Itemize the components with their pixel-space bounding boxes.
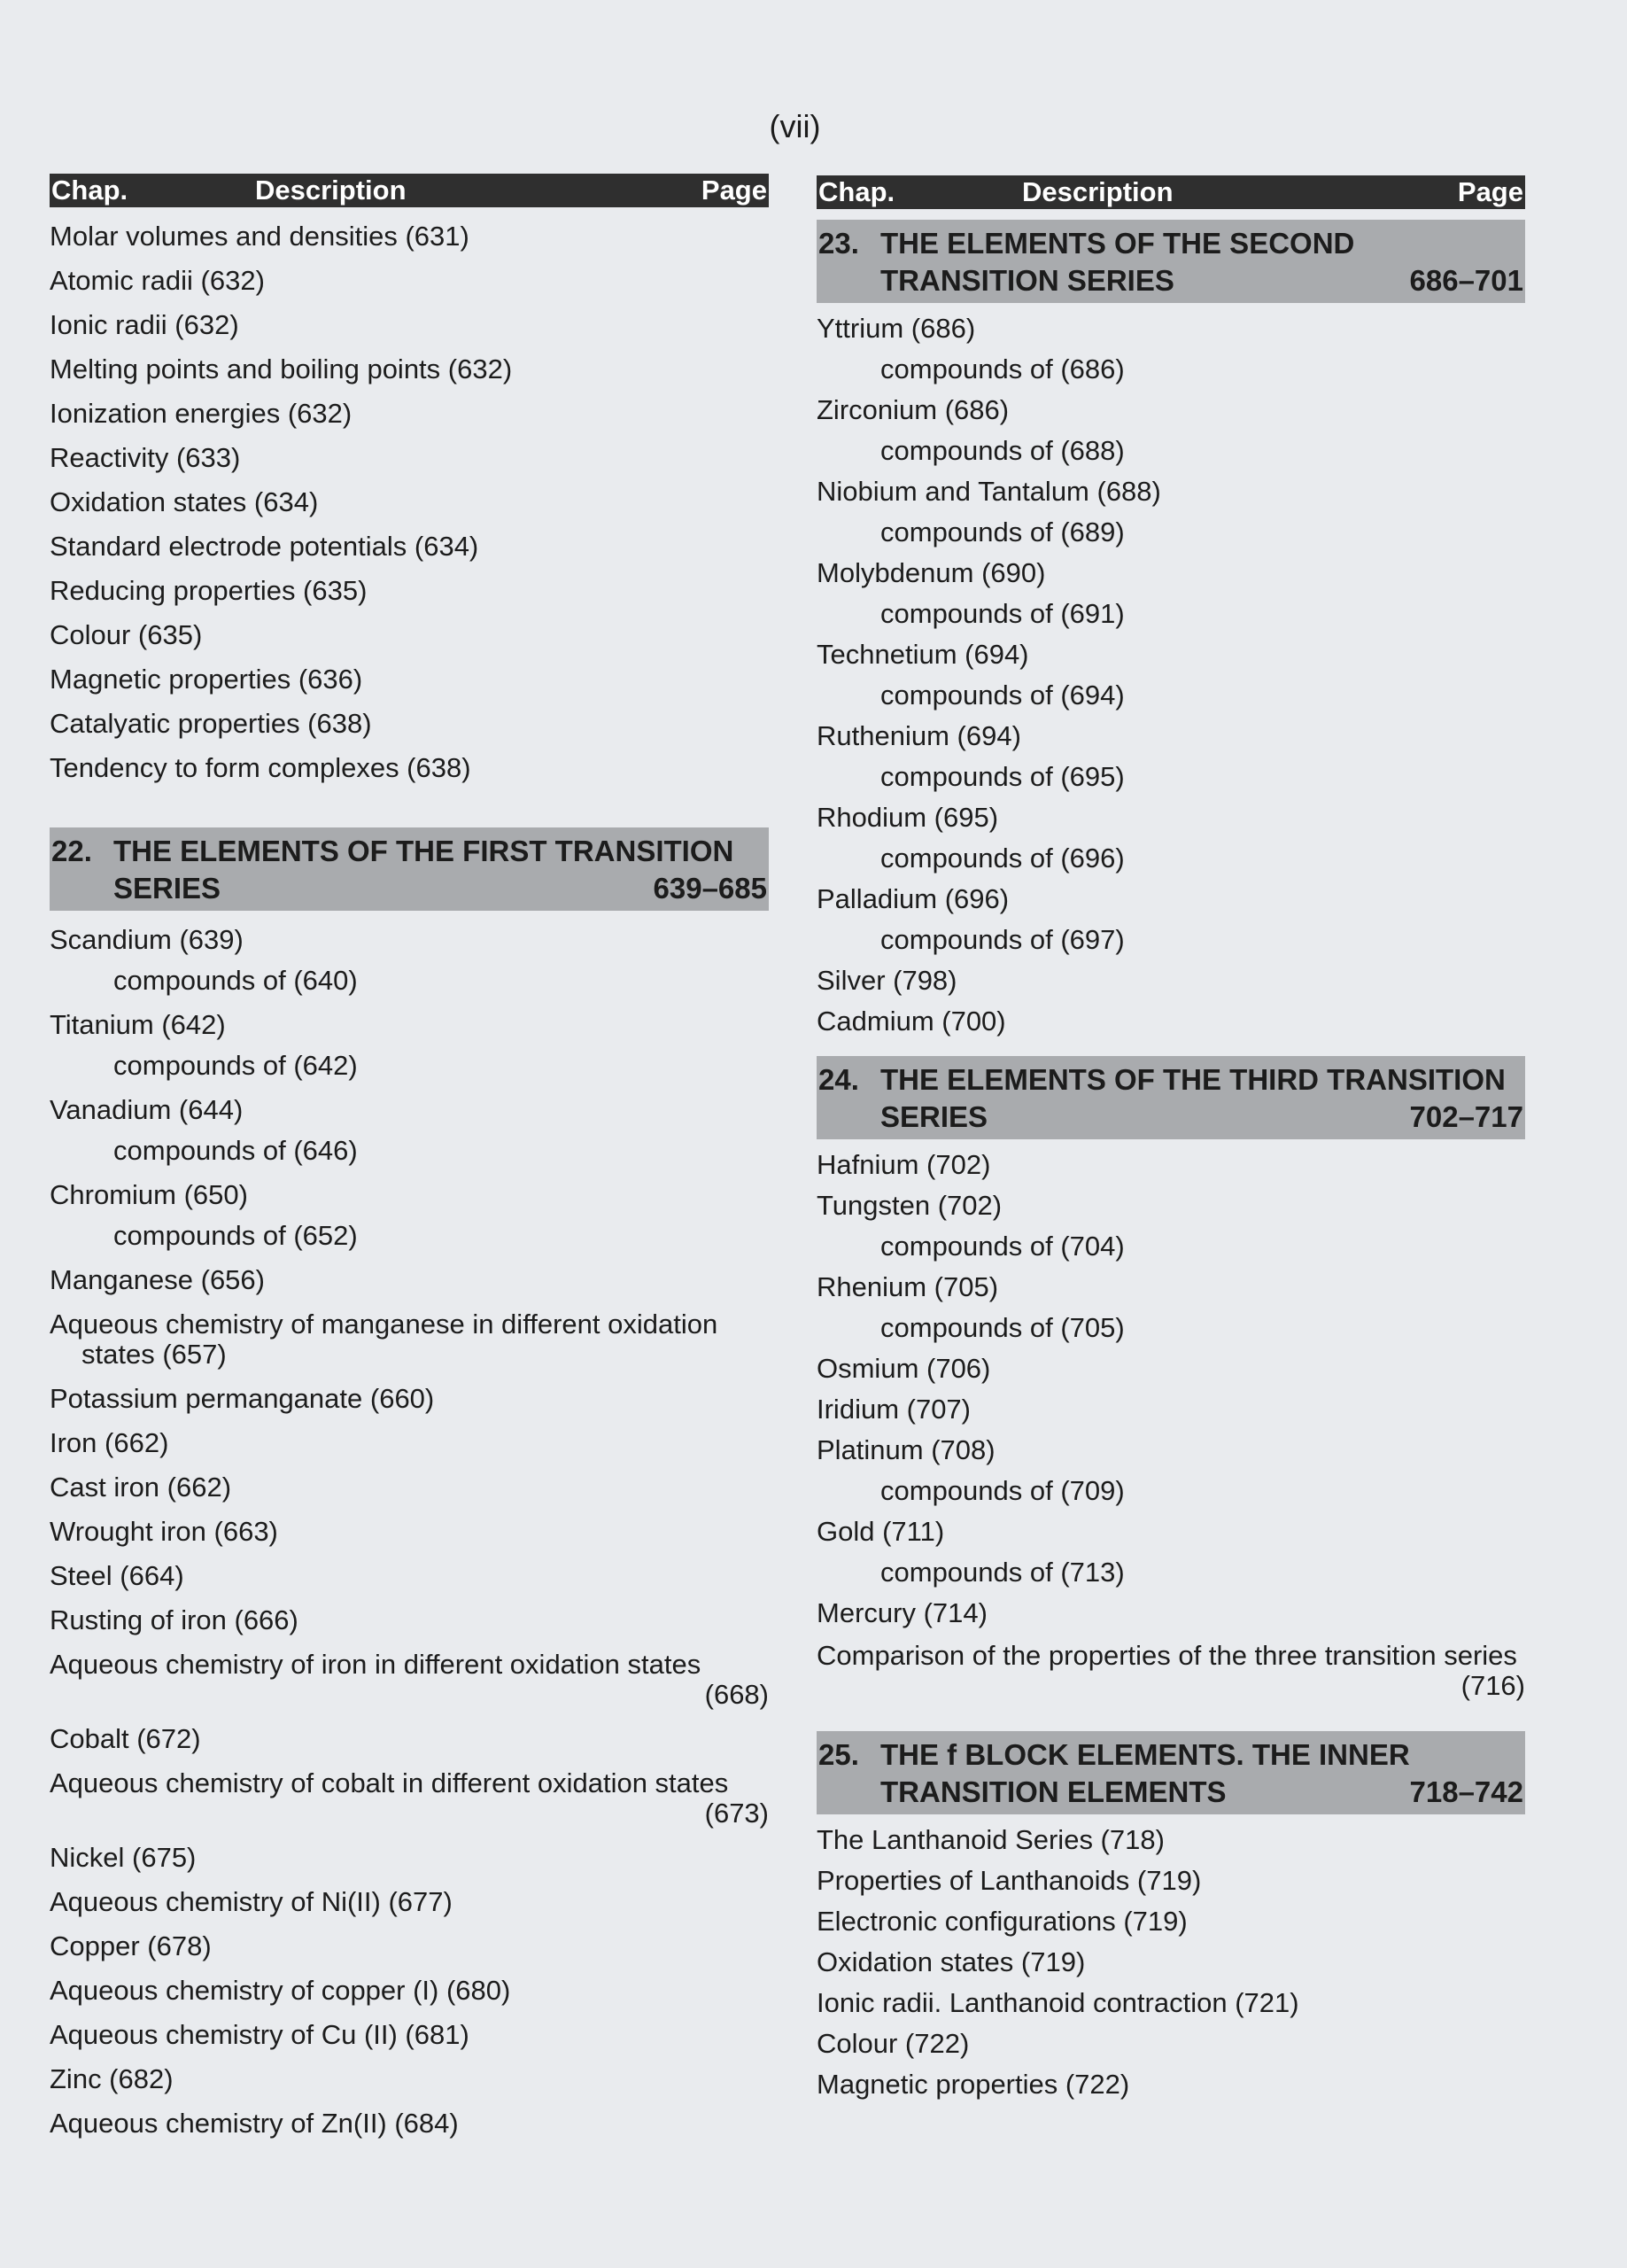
section-25-heading	[817, 1731, 1525, 1814]
list-item: Cast iron (662)	[50, 1472, 232, 1503]
header-chap: Chap.	[818, 176, 895, 207]
list-item: Aqueous chemistry of copper (I) (680)	[50, 1975, 511, 2006]
list-item: Properties of Lanthanoids (719)	[817, 1865, 1202, 1896]
list-item: Yttrium (686)	[817, 313, 976, 344]
list-item: Nickel (675)	[50, 1842, 197, 1873]
list-item: Colour (722)	[817, 2028, 970, 2059]
list-item: Steel (664)	[50, 1560, 184, 1591]
list-item: The Lanthanoid Series (718)	[817, 1824, 1165, 1855]
list-item	[50, 1650, 769, 1710]
section-number: 24.	[818, 1063, 859, 1096]
list-item: Tendency to form complexes (638)	[50, 752, 471, 783]
header-description: Description	[1022, 176, 1174, 207]
sub-list-item: compounds of (689)	[880, 517, 1125, 548]
list-item: Molar volumes and densities (631)	[50, 221, 469, 252]
section-title-line1: THE f BLOCK ELEMENTS. THE INNER	[880, 1738, 1410, 1771]
section-pages: 702–717	[1409, 1100, 1523, 1133]
list-item: Aqueous chemistry of Ni(II) (677)	[50, 1886, 453, 1917]
left-top-entries	[50, 221, 769, 783]
list-item: Catalyatic properties (638)	[50, 708, 372, 739]
section-title-line2: SERIES	[880, 1100, 988, 1133]
list-item: Palladium (696)	[817, 883, 1010, 914]
list-item: Magnetic properties (722)	[817, 2069, 1130, 2100]
list-item	[50, 1309, 769, 1370]
header-page: Page	[1457, 176, 1523, 207]
right-column	[817, 175, 1525, 2100]
section-25-entries	[817, 1825, 1525, 2100]
list-item: Colour (635)	[50, 619, 203, 650]
section-number: 25.	[818, 1738, 859, 1771]
entry-page: (673)	[704, 1798, 769, 1829]
list-item: Reducing properties (635)	[50, 575, 368, 606]
list-item: Hafnium (702)	[817, 1149, 991, 1180]
list-item: Aqueous chemistry of Zn(II) (684)	[50, 2108, 459, 2139]
section-pages: 686–701	[1409, 264, 1523, 297]
list-item: Niobium and Tantalum (688)	[817, 476, 1161, 507]
entry-text: Comparison of the properties of the three transition series	[817, 1640, 1517, 1671]
list-item: Tungsten (702)	[817, 1190, 1003, 1221]
list-item: Vanadium (644)	[50, 1094, 244, 1125]
left-column	[50, 174, 769, 2139]
sub-list-item: compounds of (652)	[113, 1220, 358, 1251]
list-item: Zirconium (686)	[817, 394, 1010, 425]
section-22-entries	[50, 925, 769, 1295]
header-chap: Chap.	[51, 175, 128, 206]
list-item: Oxidation states (634)	[50, 486, 319, 517]
section-title-line1: THE ELEMENTS OF THE FIRST TRANSITION	[113, 835, 734, 867]
list-item: Ionization energies (632)	[50, 398, 353, 429]
section-title-line2: SERIES	[113, 872, 221, 905]
list-item: Iridium (707)	[817, 1394, 971, 1425]
list-item: Cadmium (700)	[817, 1006, 1006, 1037]
sub-list-item: compounds of (713)	[880, 1557, 1125, 1588]
list-item: Ionic radii (632)	[50, 309, 239, 340]
section-23-entries	[817, 314, 1525, 1037]
sub-list-item: compounds of (704)	[880, 1231, 1125, 1262]
section-24-entries	[817, 1150, 1525, 1628]
list-item: Copper (678)	[50, 1930, 212, 1961]
section-title-line1: THE ELEMENTS OF THE SECOND	[880, 227, 1355, 260]
list-item: Gold (711)	[817, 1516, 945, 1547]
list-item	[50, 1768, 769, 1829]
list-item: Ruthenium (694)	[817, 720, 1021, 751]
sub-list-item: compounds of (709)	[880, 1475, 1125, 1506]
entry-page: (668)	[704, 1679, 769, 1710]
list-item: Silver (798)	[817, 965, 957, 996]
list-item: Oxidation states (719)	[817, 1946, 1086, 1977]
sub-list-item: compounds of (696)	[880, 843, 1125, 874]
table-header	[817, 175, 1525, 209]
list-item: Molybdenum (690)	[817, 557, 1046, 588]
sub-list-item: compounds of (640)	[113, 965, 358, 996]
list-item: Osmium (706)	[817, 1353, 991, 1384]
list-item: Mercury (714)	[817, 1597, 988, 1628]
section-22-entries-c	[50, 1843, 769, 2139]
section-number: 22.	[51, 835, 92, 867]
list-item: Reactivity (633)	[50, 442, 241, 473]
entry-text: Aqueous chemistry of cobalt in different oxidation states	[50, 1767, 729, 1798]
list-item: Chromium (650)	[50, 1179, 248, 1210]
section-24-heading	[817, 1056, 1525, 1139]
list-item: Electronic configurations (719)	[817, 1906, 1188, 1937]
list-item: Zinc (682)	[50, 2063, 174, 2094]
sub-list-item: compounds of (694)	[880, 680, 1125, 711]
list-item: Iron (662)	[50, 1427, 169, 1458]
section-number: 23.	[818, 227, 859, 260]
section-23-heading	[817, 220, 1525, 303]
sub-list-item: compounds of (697)	[880, 924, 1125, 955]
section-title-line2: TRANSITION SERIES	[880, 264, 1174, 297]
entry-line2: states (657)	[81, 1339, 227, 1370]
table-header	[50, 174, 769, 207]
sub-list-item: compounds of (646)	[113, 1135, 358, 1166]
section-22-entries-b	[50, 1384, 769, 1635]
list-item: Aqueous chemistry of Cu (II) (681)	[50, 2019, 469, 2050]
entry-line1: Aqueous chemistry of manganese in different oxidation	[50, 1309, 718, 1340]
list-item: Rhodium (695)	[817, 802, 999, 833]
list-item: Melting points and boiling points (632)	[50, 353, 513, 384]
list-item: Standard electrode potentials (634)	[50, 531, 479, 562]
list-item: Ionic radii. Lanthanoid contraction (721)	[817, 1987, 1299, 2018]
page-number: (vii)	[769, 108, 821, 144]
list-item: Wrought iron (663)	[50, 1516, 278, 1547]
sub-list-item: compounds of (695)	[880, 761, 1125, 792]
section-pages: 639–685	[653, 872, 767, 905]
section-pages: 718–742	[1409, 1775, 1523, 1808]
list-item: Rhenium (705)	[817, 1271, 999, 1302]
sub-list-item: compounds of (691)	[880, 598, 1125, 629]
entry-page: (716)	[1460, 1670, 1525, 1701]
list-item: Titanium (642)	[50, 1009, 226, 1040]
entry-text: Aqueous chemistry of iron in different oxidation states	[50, 1649, 701, 1680]
sub-list-item: compounds of (688)	[880, 435, 1125, 466]
list-item: Cobalt (672)	[50, 1723, 201, 1754]
list-item: Rusting of iron (666)	[50, 1604, 298, 1635]
sub-list-item: compounds of (642)	[113, 1050, 358, 1081]
list-item	[817, 1641, 1525, 1701]
list-item: Magnetic properties (636)	[50, 664, 363, 695]
section-title-line1: THE ELEMENTS OF THE THIRD TRANSITION	[880, 1063, 1506, 1096]
list-item: Atomic radii (632)	[50, 265, 265, 296]
sub-list-item: compounds of (686)	[880, 353, 1125, 384]
list-item: Platinum (708)	[817, 1434, 996, 1465]
list-item: Scandium (639)	[50, 924, 244, 955]
section-title-line2: TRANSITION ELEMENTS	[880, 1775, 1227, 1808]
list-item: Technetium (694)	[817, 639, 1029, 670]
sub-list-item: compounds of (705)	[880, 1312, 1125, 1343]
list-item: Potassium permanganate (660)	[50, 1383, 435, 1414]
header-description: Description	[255, 175, 407, 206]
section-22-heading	[50, 827, 769, 911]
header-page: Page	[701, 175, 767, 206]
list-item: Manganese (656)	[50, 1264, 265, 1295]
